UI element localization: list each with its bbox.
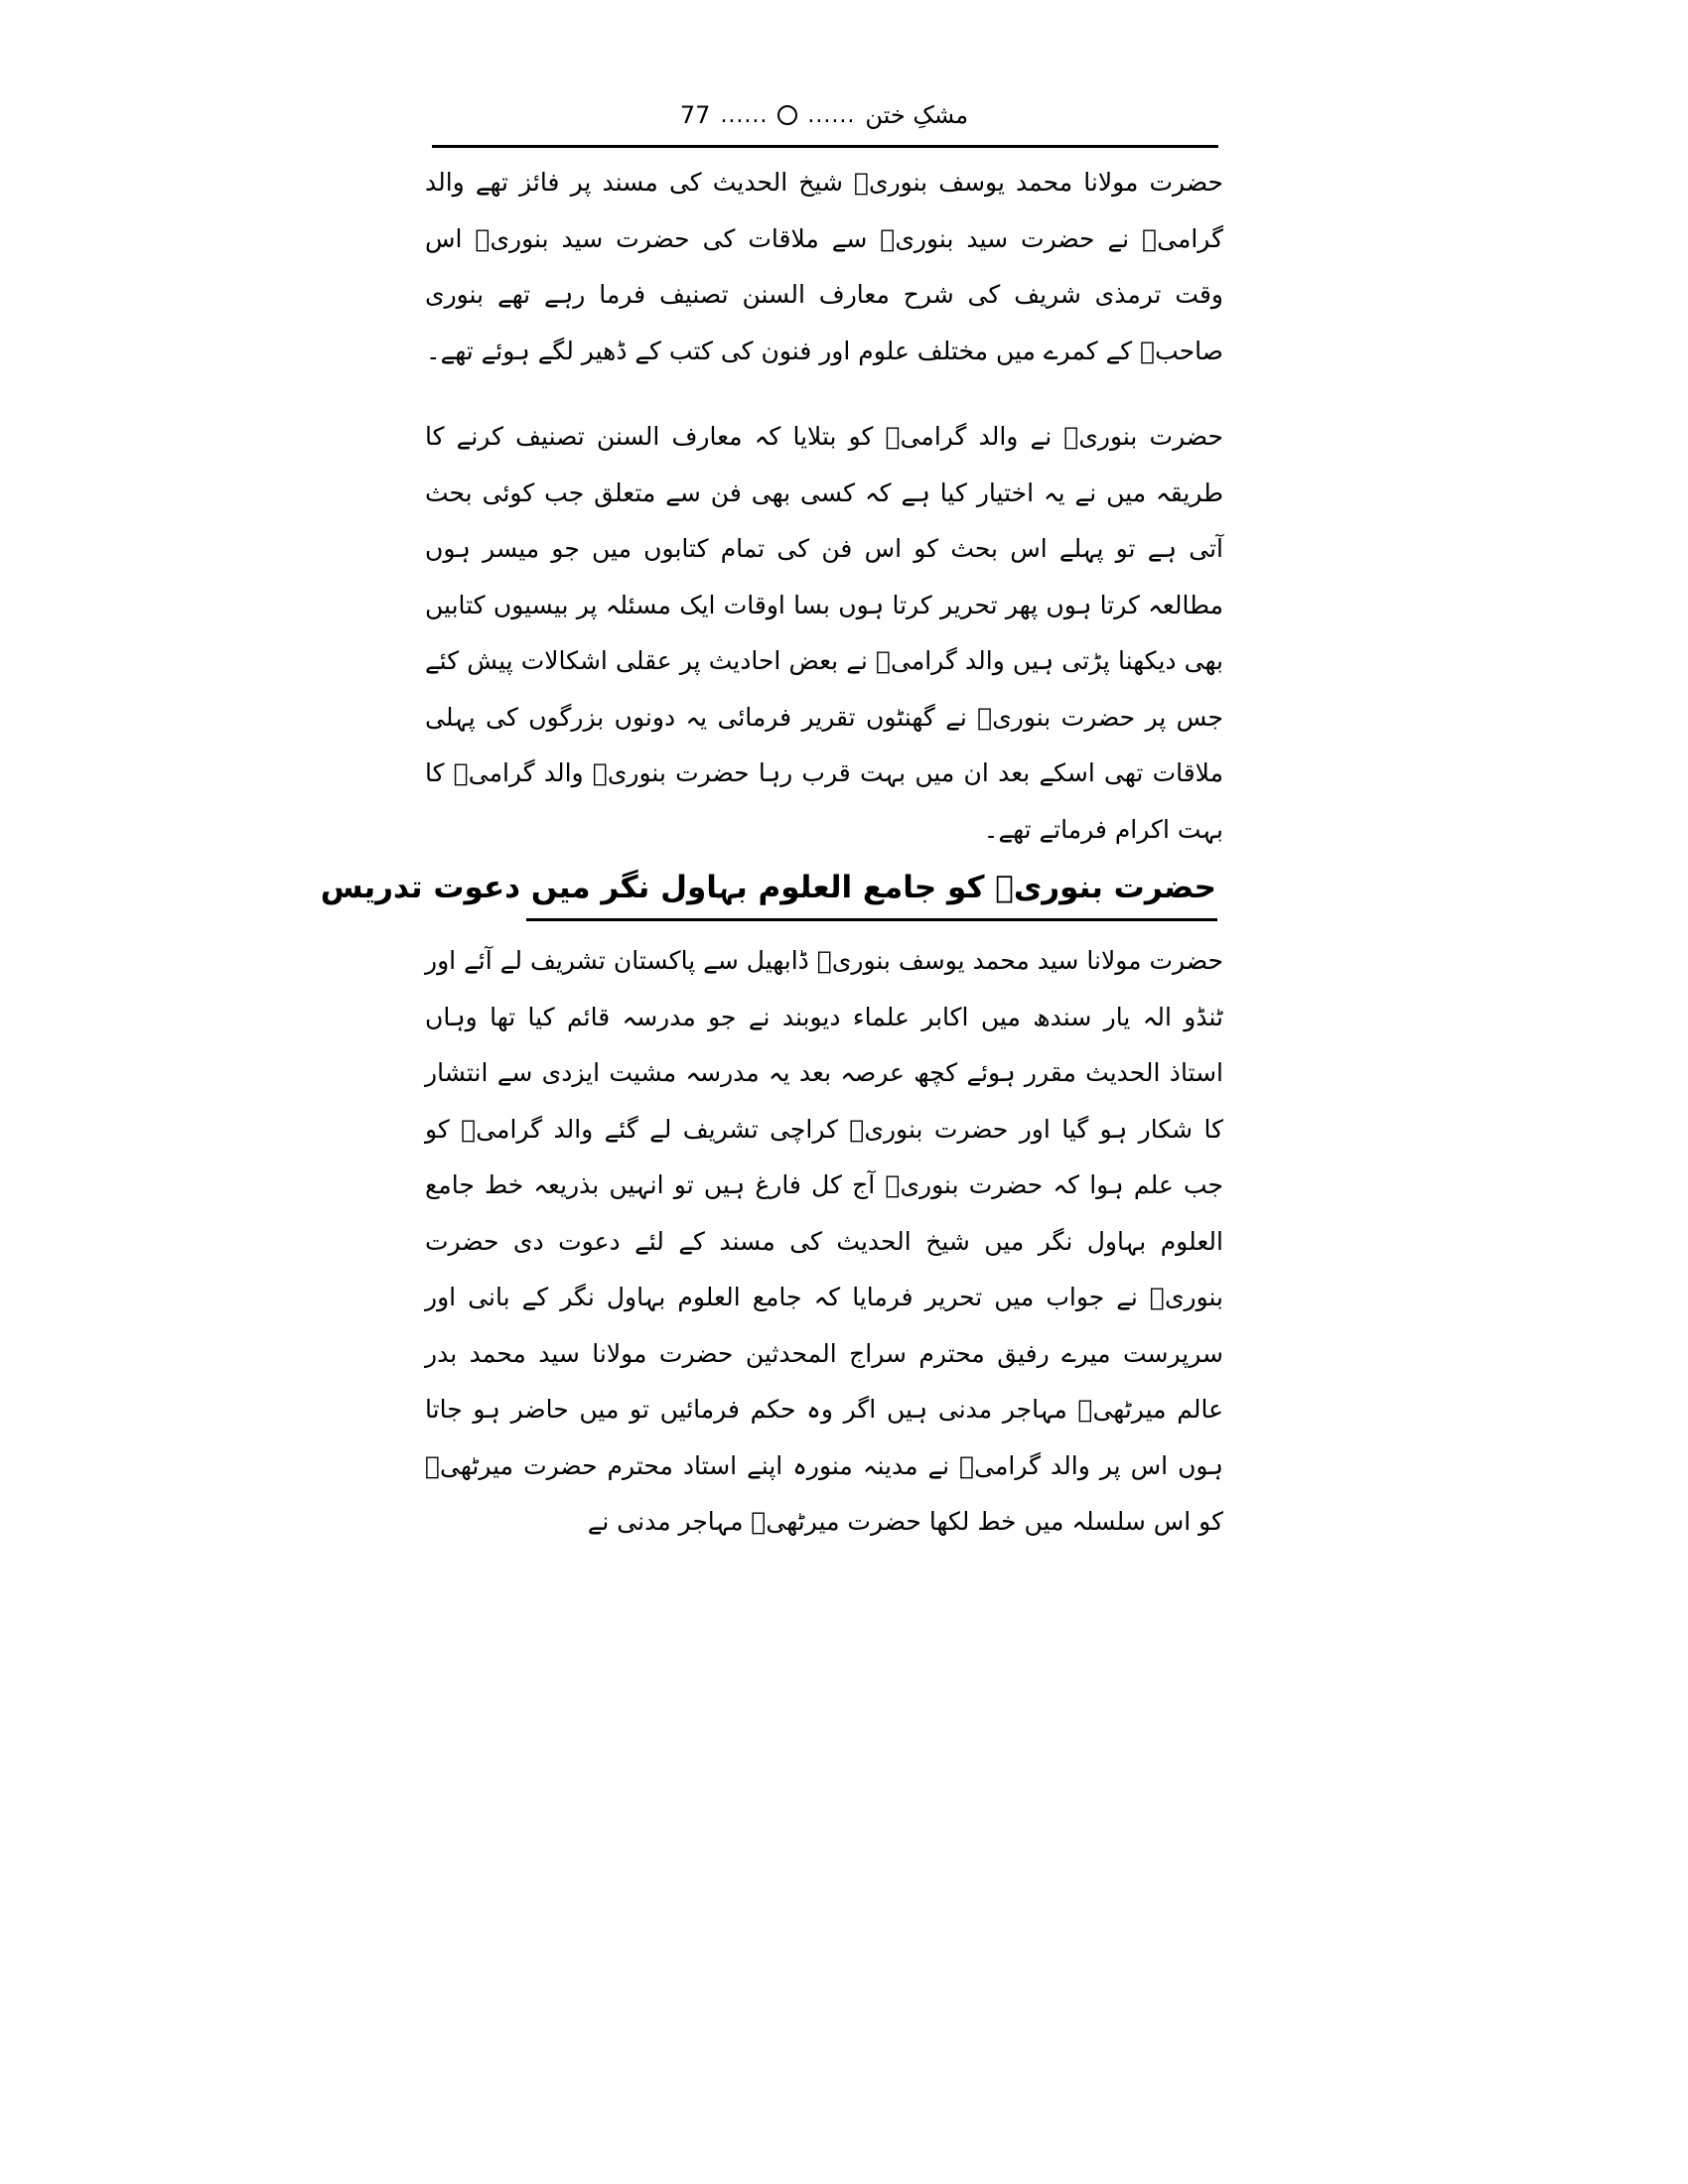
header-dots-right: ...... (807, 102, 856, 128)
page-number: 77 (679, 101, 711, 129)
paragraph-2: حضرت بنوریؒ نے والد گرامیؒ کو بتلایا کہ معارف السنن تصنیف کرنے کا طریقہ میں نے یہ اختیار کیا ہے کہ کسی بھی فن سے متعلق جب کوئی بحث آتی ہے تو پہلے اس بحث کو اس فن کی تمام کتابوں میں جو میسر ہوں مطالعہ کرتا ہوں پھر تحریر کرتا ہوں بسا اوقات ایک مسئلہ پر بیسیوں کتابیں بھی دیکھنا پڑتی ہیں والد گرامیؒ نے بعض احادیث پر عقلی اشکالات پیش کئے جس پر حضرت بنوریؒ نے گھنٹوں تقریر فرمائی یہ دونوں بزرگوں کی پہلی ملاقات تھی اسکے بعد ان میں بہت قرب رہا حضرت بنوریؒ والد گرامیؒ کا بہت اکرام فرماتے تھے۔ (425, 422, 1223, 844)
paragraph-3: حضرت مولانا سید محمد یوسف بنوریؒ ڈابھیل سے پاکستان تشریف لے آئے اور ٹنڈو الہ یار سندھ میں اکابر علماء دیوبند نے جو مدرسہ قائم کیا تھا وہاں استاذ الحدیث مقرر ہوئے کچھ عرصہ بعد یہ مدرسہ مشیت ایزدی سے انتشار کا شکار ہو گیا اور حضرت بنوریؒ کراچی تشریف لے گئے والد گرامیؒ کو جب علم ہوا کہ حضرت بنوریؒ آج کل فارغ ہیں تو انہیں بذریعہ خط جامع العلوم بہاول نگر میں شیخ الحدیث کی مسند کے لئے دعوت دی حضرت بنوریؒ نے جواب میں تحریر فرمایا کہ جامع العلوم بہاول نگر کے بانی اور سرپرست میرے رفیق محترم سراج المحدثین حضرت مولانا سید محمد بدر عالم میرٹھیؒ مہاجر مدنی ہیں اگر وہ حکم فرمائیں تو میں حاضر ہو جاتا ہوں اس پر والد گرامیؒ نے مدینہ منورہ اپنے استاد محترم حضرت میرٹھیؒ کو اس سلسلہ میں خط لکھا حضرت میرٹھیؒ مہاجر مدنی نے (425, 946, 1223, 1536)
circle-separator-icon (777, 105, 797, 125)
header-divider (432, 145, 1218, 148)
book-title: مشکِ ختن (865, 101, 969, 129)
header-dots-left: ...... (720, 102, 769, 128)
page-header (427, 95, 1221, 135)
paragraph-1: حضرت مولانا محمد یوسف بنوریؒ شیخ الحدیث کی مسند پر فائز تھے والد گرامیؒ نے حضرت سید بنوریؒ سے ملاقات کی حضرت سید بنوریؒ اس وقت ترمذی شریف کی شرح معارف السنن تصنیف فرما رہے تھے بنوری صاحبؒ کے کمرے میں مختلف علوم اور فنون کی کتب کے ڈھیر لگے ہوئے تھے۔ (425, 168, 1223, 365)
section-heading-underline (526, 918, 1217, 921)
section-heading: حضرت بنوریؒ کو جامع العلوم بہاول نگر میں دعوت تدریس (320, 870, 1216, 905)
